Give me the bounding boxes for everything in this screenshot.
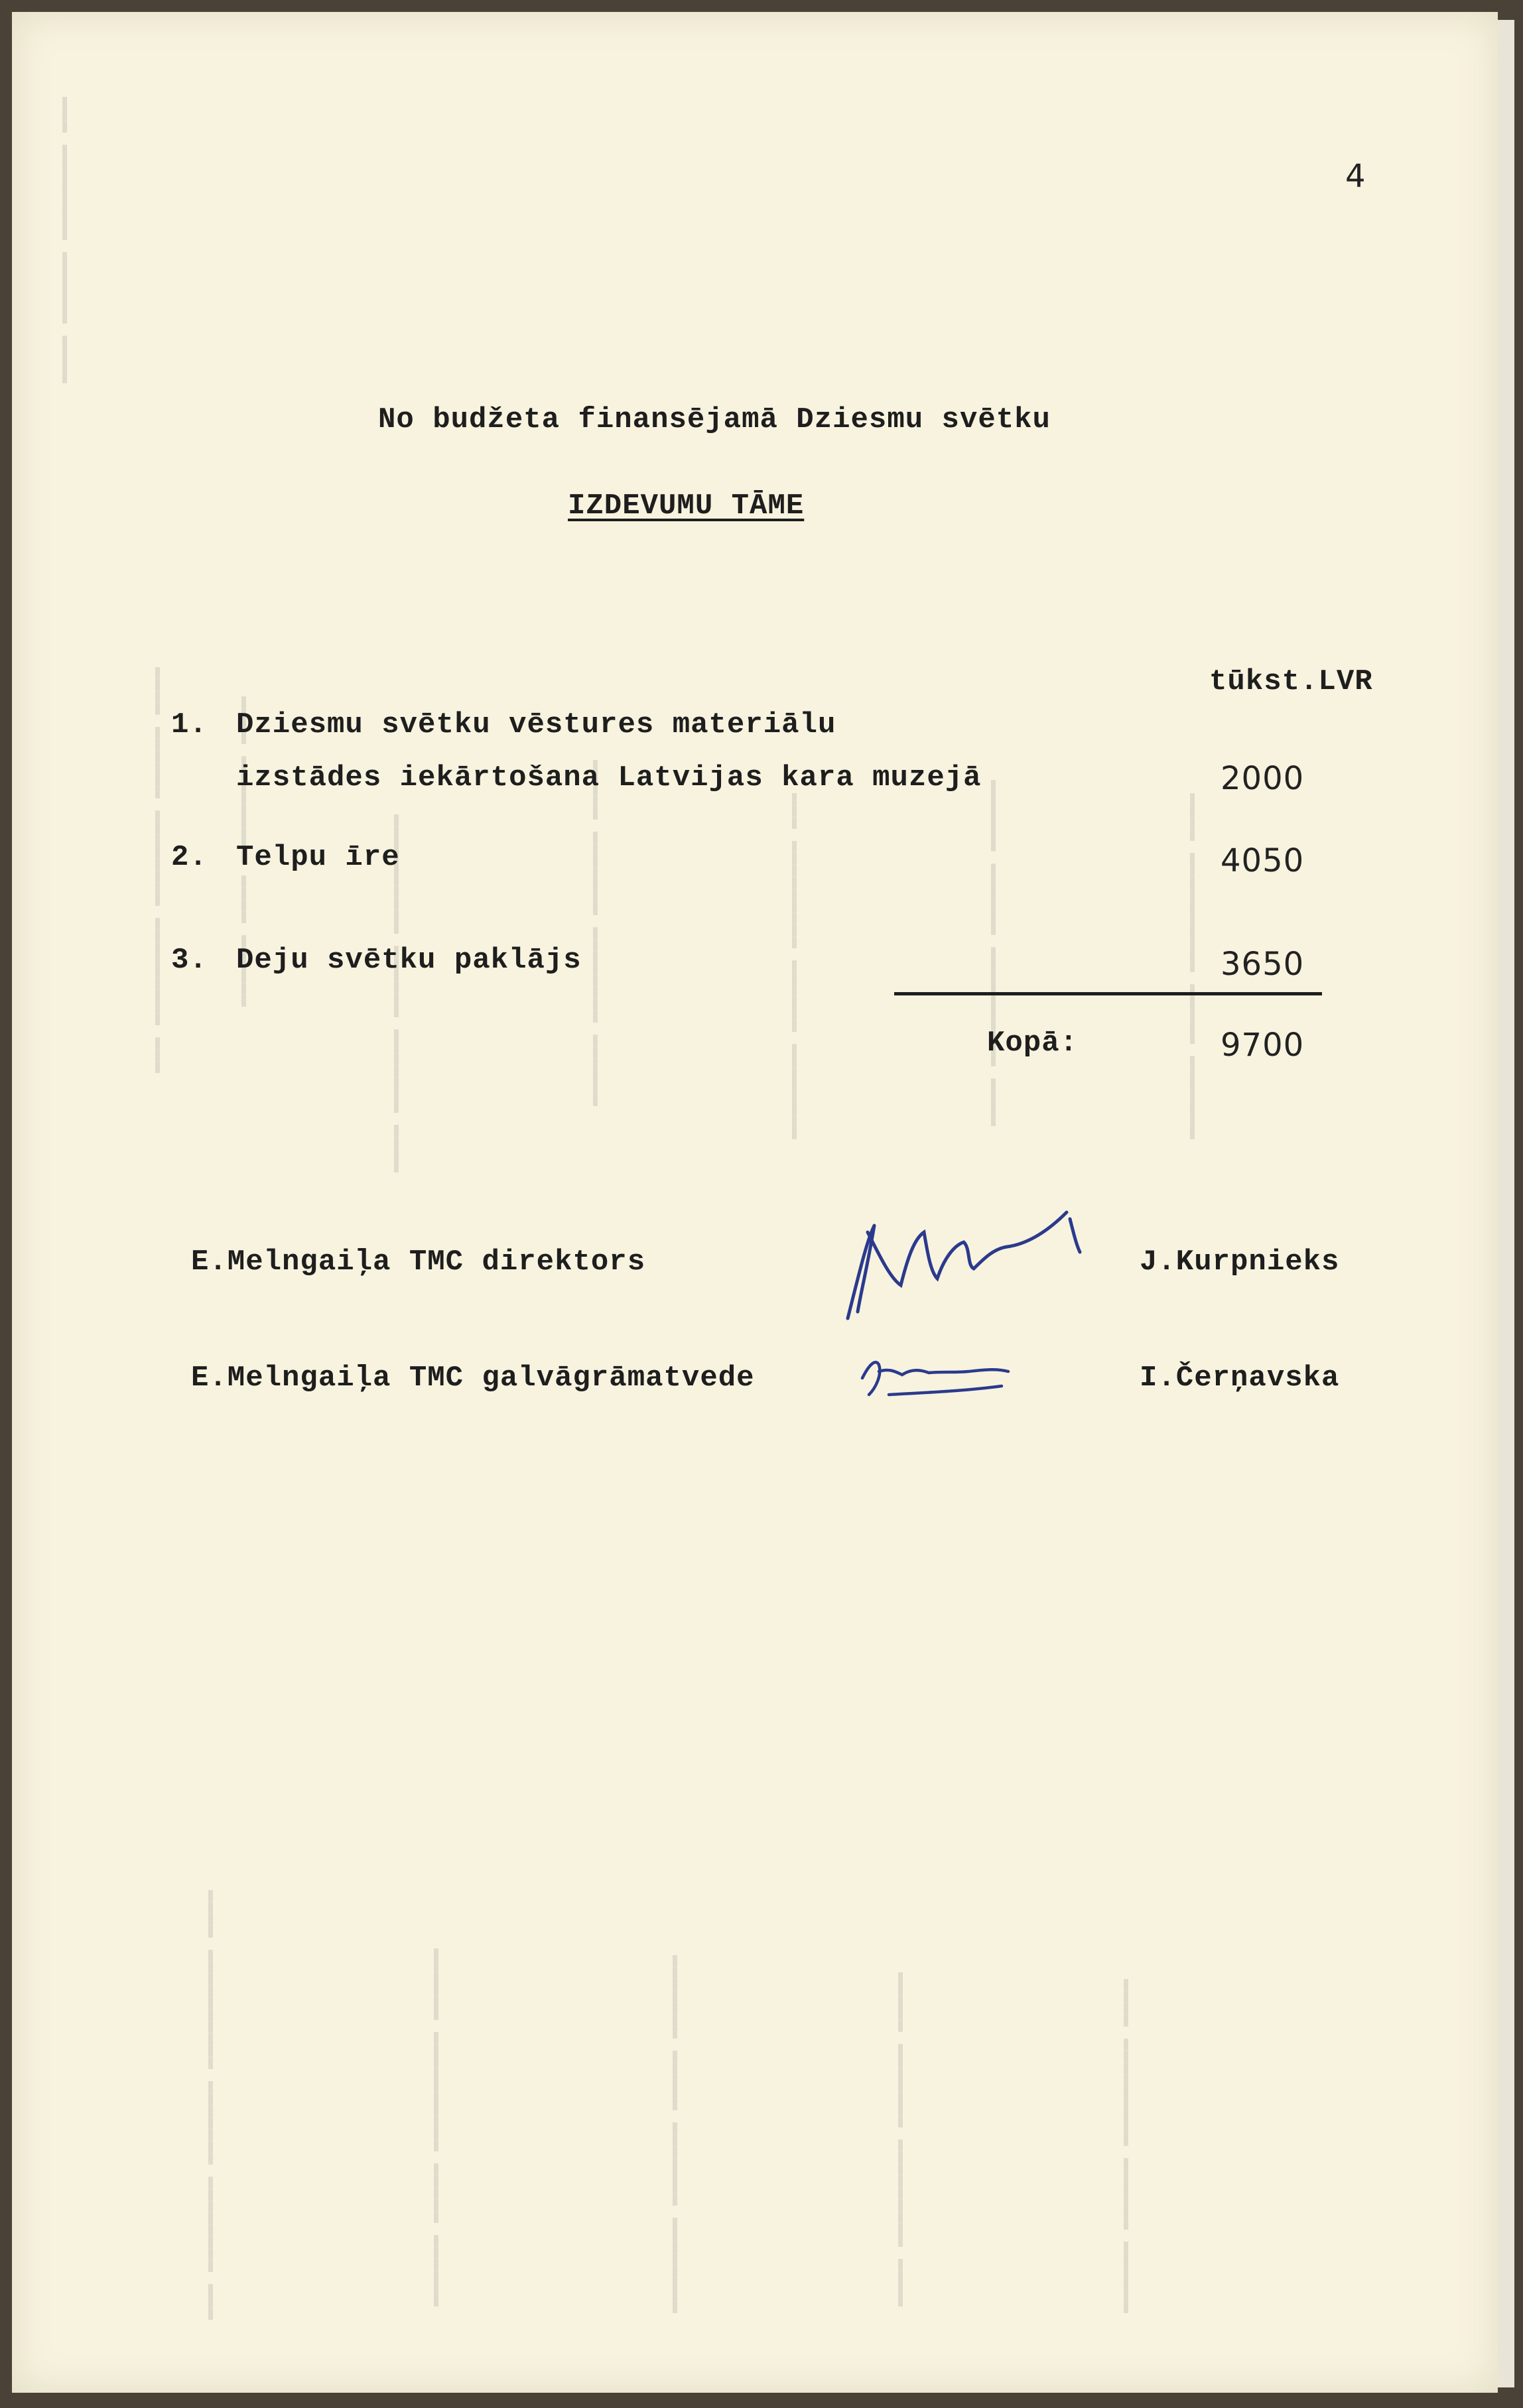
bleed-through-texture: ▬▬▬▬ ▬▬▬▬▬▬ ▬▬▬▬▬▬▬▬ ▬▬▬ ▬▬▬ ▬▬▬▬▬▬▬▬▬ ▬▬▬▬▬▬▬▬ ▬▬▬▬▬▬ ▬▬▬▬ ▬▬▬▬▬▬ ▬▬▬▬ ▬▬▬▬▬▬▬▬▬ ▬▬▬▬ ▬▬▬▬ ▬▬▬▬▬▬▬ ▬▬▬▬▬▬ ▬▬▬▬▬▬▬▬▬▬ ▬▬▬▬▬▬ ▬▬▬▬▬▬▬▬ ▬▬▬▬▬▬▬ ▬▬▬▬▬ ▬▬▬▬▬▬▬▬ ▬▬▬▬▬▬ ▬▬▬▬▬▬▬▬▬ ▬▬▬ ▬▬▬▬ ▬▬▬▬▬▬▬▬▬▬ ▬▬▬▬▬▬ ▬▬▬▬▬▬ ▬▬▬▬▬▬▬ ▬▬▬▬▬ ▬▬▬▬▬▬▬▬▬▬ ▬▬▬▬ ▬▬▬ ▬▬▬▬▬▬▬▬ ▬▬▬▬▬▬▬ ▬▬▬▬▬▬▬▬▬▬ ▬▬▬▬ ▬▬▬▬▬▬ ▬▬▬▬▬ ▬▬▬▬▬▬▬▬▬▬ ▬▬▬▬▬▬ ▬▬▬▬▬▬▬▬ ▬▬▬▬▬▬▬ ▬▬▬▬▬ ▬▬▬▬▬▬▬ ▬▬▬▬ ▬▬▬▬▬▬▬▬▬ ▬▬▬▬▬▬▬ ▬▬▬▬▬ ▬▬▬▬▬▬ ▬▬▬▬▬▬ ▬▬▬▬▬▬▬▬▬ ▬▬▬▬ — [52, 96, 1202, 2320]
item-text: Dziesmu svētku vēstures materiālu — [236, 708, 836, 741]
page-number: 4 — [1345, 158, 1366, 195]
item-text: Deju svētku paklājs — [236, 944, 582, 977]
document-subtitle: IZDEVUMU TĀME — [568, 489, 805, 523]
item-amount: 4050 — [1221, 842, 1305, 879]
director-signature — [828, 1186, 1146, 1332]
document-title: No budžeta finansējamā Dziesmu svētku — [378, 403, 1051, 436]
item-number: 1. — [171, 708, 208, 741]
item-amount: 2000 — [1221, 760, 1305, 797]
signature-name: J.Kurpnieks — [1140, 1245, 1340, 1279]
total-rule — [894, 992, 1322, 995]
item-amount: 3650 — [1221, 946, 1305, 983]
signature-role: E.Melngaiļa TMC galvāgrāmatvede — [191, 1362, 755, 1395]
signature-role: E.Melngaiļa TMC direktors — [191, 1245, 646, 1279]
unit-label: tūkst.LVR — [1209, 665, 1373, 698]
item-text: Telpu īre — [236, 841, 400, 874]
total-label: Kopā: — [987, 1027, 1079, 1060]
total-amount: 9700 — [1221, 1027, 1305, 1064]
item-text-continued: izstādes iekārtošana Latvijas kara muzejā — [236, 761, 982, 794]
item-number: 2. — [171, 841, 208, 874]
document-page — [12, 12, 1498, 2393]
accountant-signature — [849, 1332, 1022, 1411]
item-number: 3. — [171, 944, 208, 977]
signature-name: I.Čerņavska — [1140, 1362, 1340, 1395]
